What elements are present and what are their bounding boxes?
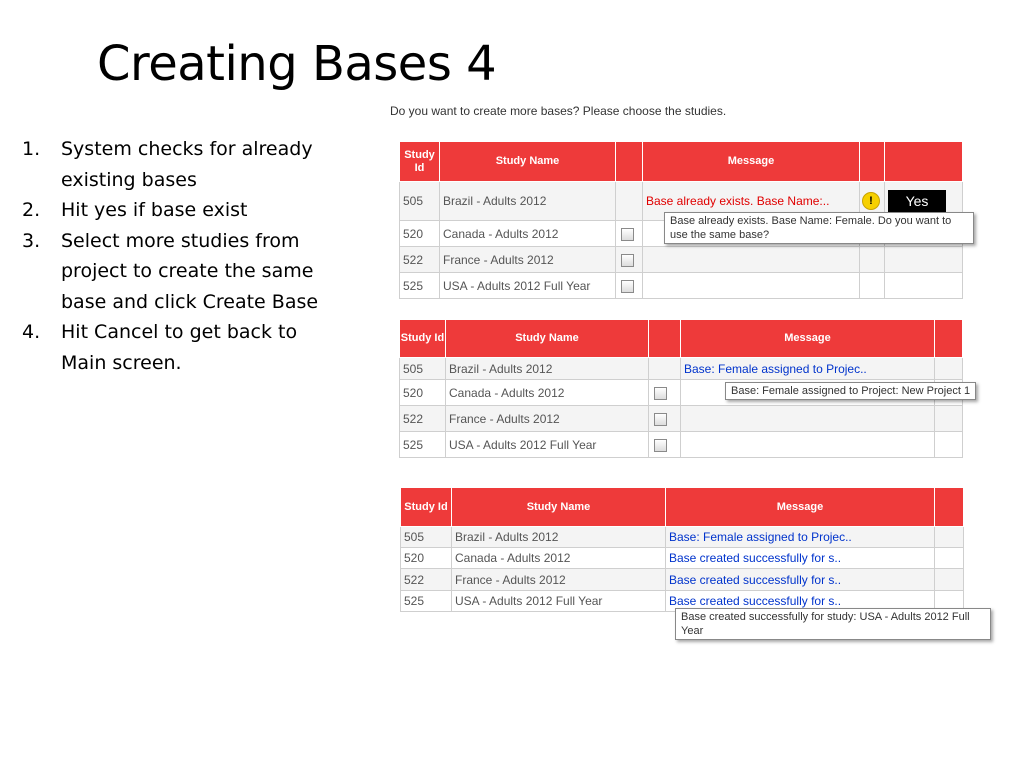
select-cell [616,247,643,273]
study-name-cell: France - Adults 2012 [446,406,649,432]
message-cell: Base created successfully for s.. [666,591,935,612]
step-number: 3. [22,229,41,252]
extra-cell [935,569,964,591]
message-cell [681,432,935,458]
column-header-select [616,142,643,182]
select-cell [649,406,681,432]
column-header-study-id: Study Id [400,142,440,182]
study-id-cell: 505 [400,358,446,380]
study-name-cell: Canada - Adults 2012 [446,380,649,406]
study-checkbox[interactable] [621,280,634,293]
study-checkbox[interactable] [654,387,667,400]
study-id-cell: 505 [400,182,440,221]
step-text: Select more studies from project to create the same base and click Create Base [61,229,319,313]
warning-icon: ! [862,192,880,210]
study-name-cell: USA - Adults 2012 Full Year [452,591,666,612]
base-created-tooltip: Base created successfully for study: USA - Adults 2012 Full Year [675,608,991,640]
column-header-action [885,142,963,182]
step-item [22,134,342,195]
column-header-extra [935,320,963,358]
column-header-study-name: Study Name [452,488,666,527]
study-id-cell: 522 [400,247,440,273]
column-header-status [860,142,885,182]
base-assigned-tooltip: Base: Female assigned to Project: New Project 1 [725,382,976,400]
table-row [400,406,963,432]
table-row [400,247,963,273]
choose-studies-prompt: Do you want to create more bases? Please choose the studies. [390,104,727,118]
study-id-cell: 520 [401,548,452,569]
message-cell: Base: Female assigned to Projec.. [681,358,935,380]
step-item [22,195,342,226]
column-header-study-id: Study Id [400,320,446,358]
select-cell [649,380,681,406]
column-header-message: Message [643,142,860,182]
table-row [401,527,964,548]
study-id-cell: 505 [401,527,452,548]
table-row [400,358,963,380]
study-id-cell: 525 [401,591,452,612]
study-name-cell: France - Adults 2012 [452,569,666,591]
message-cell: Base: Female assigned to Projec.. [666,527,935,548]
study-id-cell: 522 [401,569,452,591]
study-checkbox[interactable] [621,254,634,267]
study-id-cell: 520 [400,380,446,406]
step-text: Hit yes if base exist [61,199,248,221]
message-cell [681,406,935,432]
slide-title: Creating Bases 4 [97,36,497,92]
study-id-cell: 520 [400,221,440,247]
column-header-message: Message [666,488,935,527]
study-name-cell: USA - Adults 2012 Full Year [446,432,649,458]
study-checkbox[interactable] [621,228,634,241]
existing-base-tooltip: Base already exists. Base Name: Female. Do you want to use the same base? [664,212,974,244]
column-header-select [649,320,681,358]
study-checkbox[interactable] [654,439,667,452]
extra-cell [935,548,964,569]
study-name-cell: Canada - Adults 2012 [440,221,616,247]
column-header-study-name: Study Name [446,320,649,358]
step-number: 2. [22,199,41,221]
table-row [400,273,963,299]
study-checkbox[interactable] [654,413,667,426]
yes-button[interactable]: Yes [888,190,946,212]
study-name-cell: Brazil - Adults 2012 [440,182,616,221]
extra-cell [935,432,963,458]
study-name-cell: Brazil - Adults 2012 [452,527,666,548]
step-number: 4. [22,321,41,343]
study-name-cell: France - Adults 2012 [440,247,616,273]
action-cell [885,247,963,273]
step-text: System checks for already existing bases [61,138,313,191]
select-cell [649,358,681,380]
step-item [22,317,342,378]
message-cell [643,247,860,273]
message-cell: Base created successfully for s.. [666,569,935,591]
study-id-cell: 525 [400,432,446,458]
status-cell [860,273,885,299]
extra-cell [935,358,963,380]
step-number: 1. [22,138,41,160]
column-header-message: Message [681,320,935,358]
study-name-cell: USA - Adults 2012 Full Year [440,273,616,299]
step-item [22,226,342,318]
table-row [401,548,964,569]
study-name-cell: Canada - Adults 2012 [452,548,666,569]
column-header-study-name: Study Name [440,142,616,182]
message-cell [643,273,860,299]
extra-cell [935,527,964,548]
action-cell [885,273,963,299]
table-row [400,432,963,458]
select-cell [649,432,681,458]
studies-table-bases-created [400,487,964,612]
select-cell [616,182,643,221]
select-cell [616,221,643,247]
steps-list [22,134,342,378]
column-header-study-id: Study Id [401,488,452,527]
message-cell: Base already exists. Base Name:.. [643,182,860,221]
status-cell [860,247,885,273]
message-cell: Base created successfully for s.. [666,548,935,569]
extra-cell [935,406,963,432]
table-row [401,569,964,591]
step-text: Hit Cancel to get back to Main screen. [61,321,298,374]
column-header-extra [935,488,964,527]
study-id-cell: 525 [400,273,440,299]
study-id-cell: 522 [400,406,446,432]
select-cell [616,273,643,299]
study-name-cell: Brazil - Adults 2012 [446,358,649,380]
